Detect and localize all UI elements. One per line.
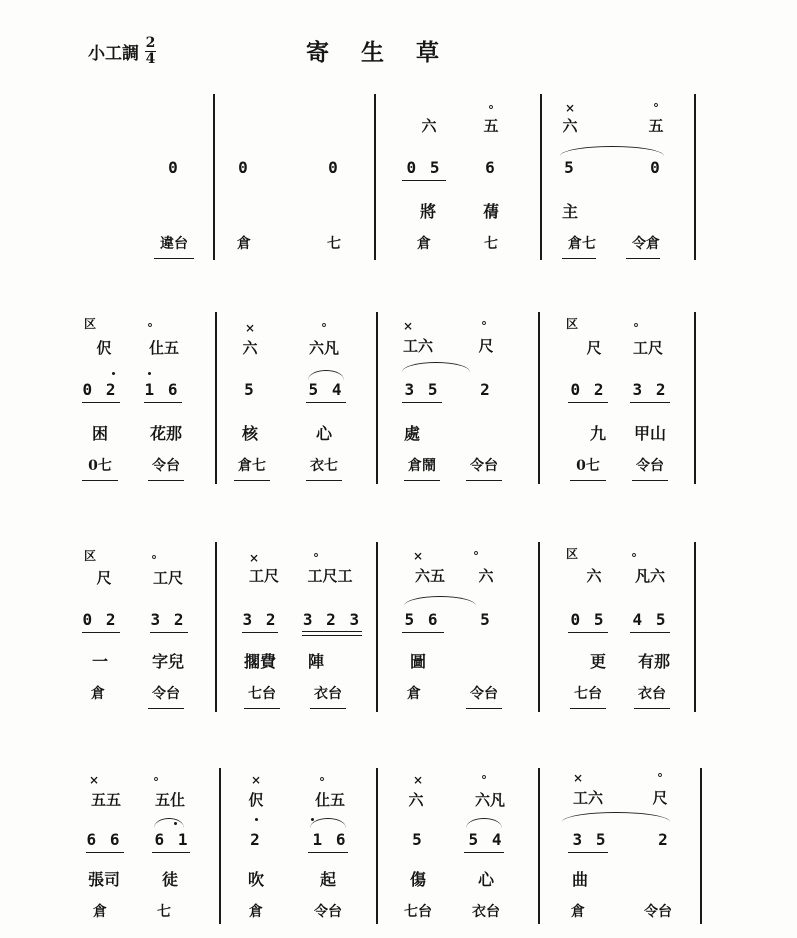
- jianpu-note: 0: [238, 158, 250, 177]
- lyric-syllable: 曲: [571, 870, 588, 889]
- score-system-1: [0, 92, 797, 272]
- accent-mark: 区: [565, 317, 578, 331]
- beam-underline: [568, 632, 608, 633]
- gongche-note: 伬: [248, 791, 264, 809]
- lyric-syllable: 吹: [247, 870, 264, 889]
- lyric-syllable: 將: [419, 202, 436, 221]
- jianpu-note: 2: [480, 380, 492, 399]
- jianpu-note: 5 4: [308, 380, 344, 399]
- jianpu-note: 5 4: [468, 830, 504, 849]
- accent-mark: ×: [564, 101, 576, 115]
- barline: [538, 312, 540, 484]
- beam-underline: [402, 180, 446, 181]
- beam-underline: [234, 480, 270, 481]
- accent-mark: 区: [83, 317, 96, 331]
- gongche-note: 仩五: [314, 791, 345, 809]
- beam-underline: [148, 480, 184, 481]
- accent-mark: °: [153, 775, 159, 789]
- octave-dot: [174, 822, 177, 825]
- gongche-note: 五: [483, 117, 499, 135]
- jianpu-note: 2: [250, 830, 262, 849]
- lyric-syllable: 處: [403, 424, 420, 443]
- gongche-note: 六凡: [308, 339, 339, 357]
- jianpu-note: 4 5: [632, 610, 668, 629]
- accent-mark: °: [657, 771, 663, 785]
- accent-mark: °: [653, 101, 659, 115]
- slur: [310, 818, 346, 828]
- barline: [694, 312, 696, 484]
- beam-underline: [466, 480, 502, 481]
- beam-underline: [570, 480, 606, 481]
- jianpu-note: 0 5: [570, 610, 606, 629]
- octave-dot: [148, 372, 151, 375]
- lyric-syllable: 圖: [409, 652, 426, 671]
- gongche-note: 工尺: [152, 569, 183, 587]
- beam-underline: [152, 852, 190, 853]
- lyric-syllable: 主: [561, 202, 578, 221]
- beam-underline: [404, 480, 440, 481]
- beam-underline: [630, 402, 670, 403]
- beam-underline: [632, 480, 668, 481]
- jianpu-note: 0 2: [82, 610, 118, 629]
- jianpu-note: 0: [168, 158, 180, 177]
- gongche-note: 五仩: [154, 791, 185, 809]
- gongche-note: 尺: [586, 339, 602, 357]
- accent-mark: 区: [565, 547, 578, 561]
- percussion-syllable: 衣台: [472, 904, 500, 920]
- barline: [376, 312, 378, 484]
- beam-underline: [570, 708, 606, 709]
- lyric-syllable: 起: [319, 870, 336, 889]
- beam-underline: [306, 402, 346, 403]
- percussion-syllable: 七: [484, 236, 498, 252]
- barline: [374, 94, 376, 260]
- gongche-note: 五: [648, 117, 664, 135]
- score-system-2: [0, 308, 797, 493]
- beam-underline: [464, 852, 504, 853]
- gongche-note: 六: [242, 339, 258, 357]
- accent-mark: ×: [248, 551, 260, 565]
- jianpu-note: 0 2: [570, 380, 606, 399]
- accent-mark: 区: [83, 549, 96, 563]
- percussion-syllable: 令台: [152, 686, 180, 702]
- slur: [560, 146, 664, 156]
- lyric-syllable: 傷: [409, 870, 426, 889]
- lyric-syllable: 蒨: [482, 202, 499, 221]
- gongche-note: 六: [562, 117, 578, 135]
- beam-underline: [402, 402, 442, 403]
- gongche-note: 六: [478, 567, 494, 585]
- percussion-syllable: 令台: [636, 458, 664, 474]
- percussion-syllable: 七台: [404, 904, 432, 920]
- accent-mark: °: [473, 549, 479, 563]
- percussion-syllable: 令台: [152, 458, 180, 474]
- accent-mark: °: [321, 321, 327, 335]
- score-system-3: [0, 538, 797, 723]
- jianpu-note: 0 5: [406, 158, 442, 177]
- gongche-note: 仩五: [148, 339, 179, 357]
- beam-underline: [562, 258, 596, 259]
- gongche-note: 工尺工: [307, 567, 353, 585]
- jianpu-note: 5 6: [404, 610, 440, 629]
- gongche-note: 六五: [414, 567, 445, 585]
- octave-dot: [311, 818, 314, 821]
- jianpu-note: 6: [485, 158, 497, 177]
- beam-underline: [626, 258, 660, 259]
- percussion-syllable: 七: [327, 236, 341, 252]
- percussion-syllable: 衣台: [314, 686, 342, 702]
- beam-underline: [82, 402, 120, 403]
- jianpu-note: 2: [658, 830, 670, 849]
- barline: [694, 542, 696, 712]
- lyric-syllable: 心: [477, 870, 494, 889]
- percussion-syllable: 倉鬧: [408, 458, 436, 474]
- jianpu-note: 5: [244, 380, 256, 399]
- beam-underline: [148, 708, 184, 709]
- beam-underline: [634, 708, 670, 709]
- percussion-syllable: 倉: [417, 236, 431, 252]
- key-label: 小工調: [88, 44, 139, 64]
- percussion-syllable: 倉: [93, 904, 107, 920]
- percussion-syllable: 倉: [571, 904, 585, 920]
- slur: [308, 370, 344, 380]
- percussion-syllable: 違台: [160, 236, 188, 252]
- gongche-note: 尺: [652, 789, 668, 807]
- percussion-syllable: 倉七: [238, 458, 266, 474]
- beam-underline: [466, 708, 502, 709]
- slur: [466, 818, 502, 828]
- lyric-syllable: 花那: [149, 424, 182, 443]
- accent-mark: °: [488, 103, 494, 117]
- beam-underline: [154, 258, 194, 259]
- percussion-syllable: 衣七: [310, 458, 338, 474]
- gongche-note: 凡六: [634, 567, 665, 585]
- gongche-note: 尺: [96, 569, 112, 587]
- gongche-note: 五五: [90, 791, 121, 809]
- accent-mark: °: [319, 775, 325, 789]
- double-beam-underline: [302, 631, 362, 636]
- gongche-note: 尺: [478, 337, 494, 355]
- jianpu-note: 1 6: [312, 830, 348, 849]
- lyric-syllable: 擱費: [243, 652, 276, 671]
- octave-dot: [255, 818, 258, 821]
- beam-underline: [310, 708, 346, 709]
- page-title: 寄生草: [306, 39, 471, 66]
- accent-mark: ×: [412, 773, 424, 787]
- beam-underline: [242, 632, 278, 633]
- beam-underline: [86, 852, 124, 853]
- percussion-syllable: 七台: [574, 686, 602, 702]
- key-signature: [88, 36, 156, 67]
- jianpu-note: 3 2: [242, 610, 278, 629]
- barline: [694, 94, 696, 260]
- beam-underline: [630, 632, 670, 633]
- gongche-note: 六: [586, 567, 602, 585]
- percussion-syllable: 衣台: [638, 686, 666, 702]
- lyric-syllable: 九: [589, 424, 606, 443]
- percussion-syllable: 倉: [91, 686, 105, 702]
- jianpu-note: 3 2 3: [302, 610, 362, 629]
- beam-underline: [82, 632, 120, 633]
- accent-mark: ×: [572, 771, 584, 785]
- beam-underline: [568, 852, 608, 853]
- barline: [538, 542, 540, 712]
- beam-underline: [82, 480, 118, 481]
- slur: [404, 596, 476, 606]
- jianpu-note: 1 6: [144, 380, 180, 399]
- lyric-syllable: 核: [241, 424, 258, 443]
- score-system-4: [0, 762, 797, 932]
- percussion-syllable: 令台: [644, 904, 672, 920]
- gongche-note: 工尺: [248, 567, 279, 585]
- slur: [154, 818, 184, 828]
- lyric-syllable: 徒: [161, 870, 178, 889]
- accent-mark: ×: [250, 773, 262, 787]
- beam-underline: [308, 852, 348, 853]
- percussion-syllable: 0七: [88, 458, 112, 474]
- barline: [538, 768, 540, 924]
- lyric-syllable: 字兒: [151, 652, 184, 671]
- time-denominator: 4: [145, 51, 156, 67]
- octave-dot: [112, 372, 115, 375]
- percussion-syllable: 倉七: [568, 236, 596, 252]
- lyric-syllable: 更: [589, 652, 606, 671]
- slur: [562, 812, 670, 822]
- lyric-syllable: 陣: [307, 652, 324, 671]
- lyric-syllable: 張司: [87, 870, 120, 889]
- lyric-syllable: 困: [91, 424, 108, 443]
- gongche-note: 六: [408, 791, 424, 809]
- lyric-syllable: 心: [315, 424, 332, 443]
- jianpu-note: 3 2: [150, 610, 186, 629]
- gongche-note: 六凡: [474, 791, 505, 809]
- jianpu-note: 3 5: [404, 380, 440, 399]
- accent-mark: °: [481, 773, 487, 787]
- jianpu-note: 0: [328, 158, 340, 177]
- gongche-note: 六: [421, 117, 437, 135]
- accent-mark: ×: [402, 319, 414, 333]
- accent-mark: °: [631, 551, 637, 565]
- percussion-syllable: 七: [157, 904, 171, 920]
- accent-mark: °: [633, 321, 639, 335]
- accent-mark: °: [481, 319, 487, 333]
- percussion-syllable: 倉: [249, 904, 263, 920]
- time-signature: [145, 36, 156, 67]
- beam-underline: [150, 632, 188, 633]
- beam-underline: [402, 632, 444, 633]
- accent-mark: °: [147, 321, 153, 335]
- jianpu-note: 6 1: [154, 830, 190, 849]
- percussion-syllable: 倉: [407, 686, 421, 702]
- accent-mark: ×: [88, 773, 100, 787]
- lyric-syllable: 有那: [637, 652, 670, 671]
- jianpu-note: 0: [650, 158, 662, 177]
- beam-underline: [244, 708, 280, 709]
- percussion-syllable: 七台: [248, 686, 276, 702]
- jianpu-note: 3 2: [632, 380, 668, 399]
- gongche-note: 伬: [96, 339, 112, 357]
- accent-mark: ×: [412, 549, 424, 563]
- percussion-syllable: 令台: [470, 458, 498, 474]
- lyric-syllable: 一: [91, 652, 108, 671]
- jianpu-note: 5: [480, 610, 492, 629]
- jianpu-note: 5: [564, 158, 576, 177]
- slur: [402, 362, 470, 372]
- lyric-syllable: 甲山: [633, 424, 666, 443]
- percussion-syllable: 0七: [576, 458, 600, 474]
- jianpu-note: 0 2: [82, 380, 118, 399]
- percussion-syllable: 令台: [470, 686, 498, 702]
- percussion-syllable: 倉: [237, 236, 251, 252]
- percussion-syllable: 令倉: [632, 236, 660, 252]
- gongche-note: 工尺: [632, 339, 663, 357]
- percussion-syllable: 令台: [314, 904, 342, 920]
- jianpu-note: 3 5: [572, 830, 608, 849]
- gongche-note: 工六: [572, 789, 603, 807]
- beam-underline: [144, 402, 182, 403]
- jianpu-note: 5: [412, 830, 424, 849]
- time-numerator: 2: [145, 35, 156, 51]
- accent-mark: ×: [244, 321, 256, 335]
- accent-mark: °: [313, 551, 319, 565]
- jianpu-note: 6 6: [86, 830, 122, 849]
- accent-mark: °: [151, 553, 157, 567]
- beam-underline: [568, 402, 608, 403]
- barline: [215, 542, 217, 712]
- beam-underline: [306, 480, 342, 481]
- gongche-note: 工六: [402, 337, 433, 355]
